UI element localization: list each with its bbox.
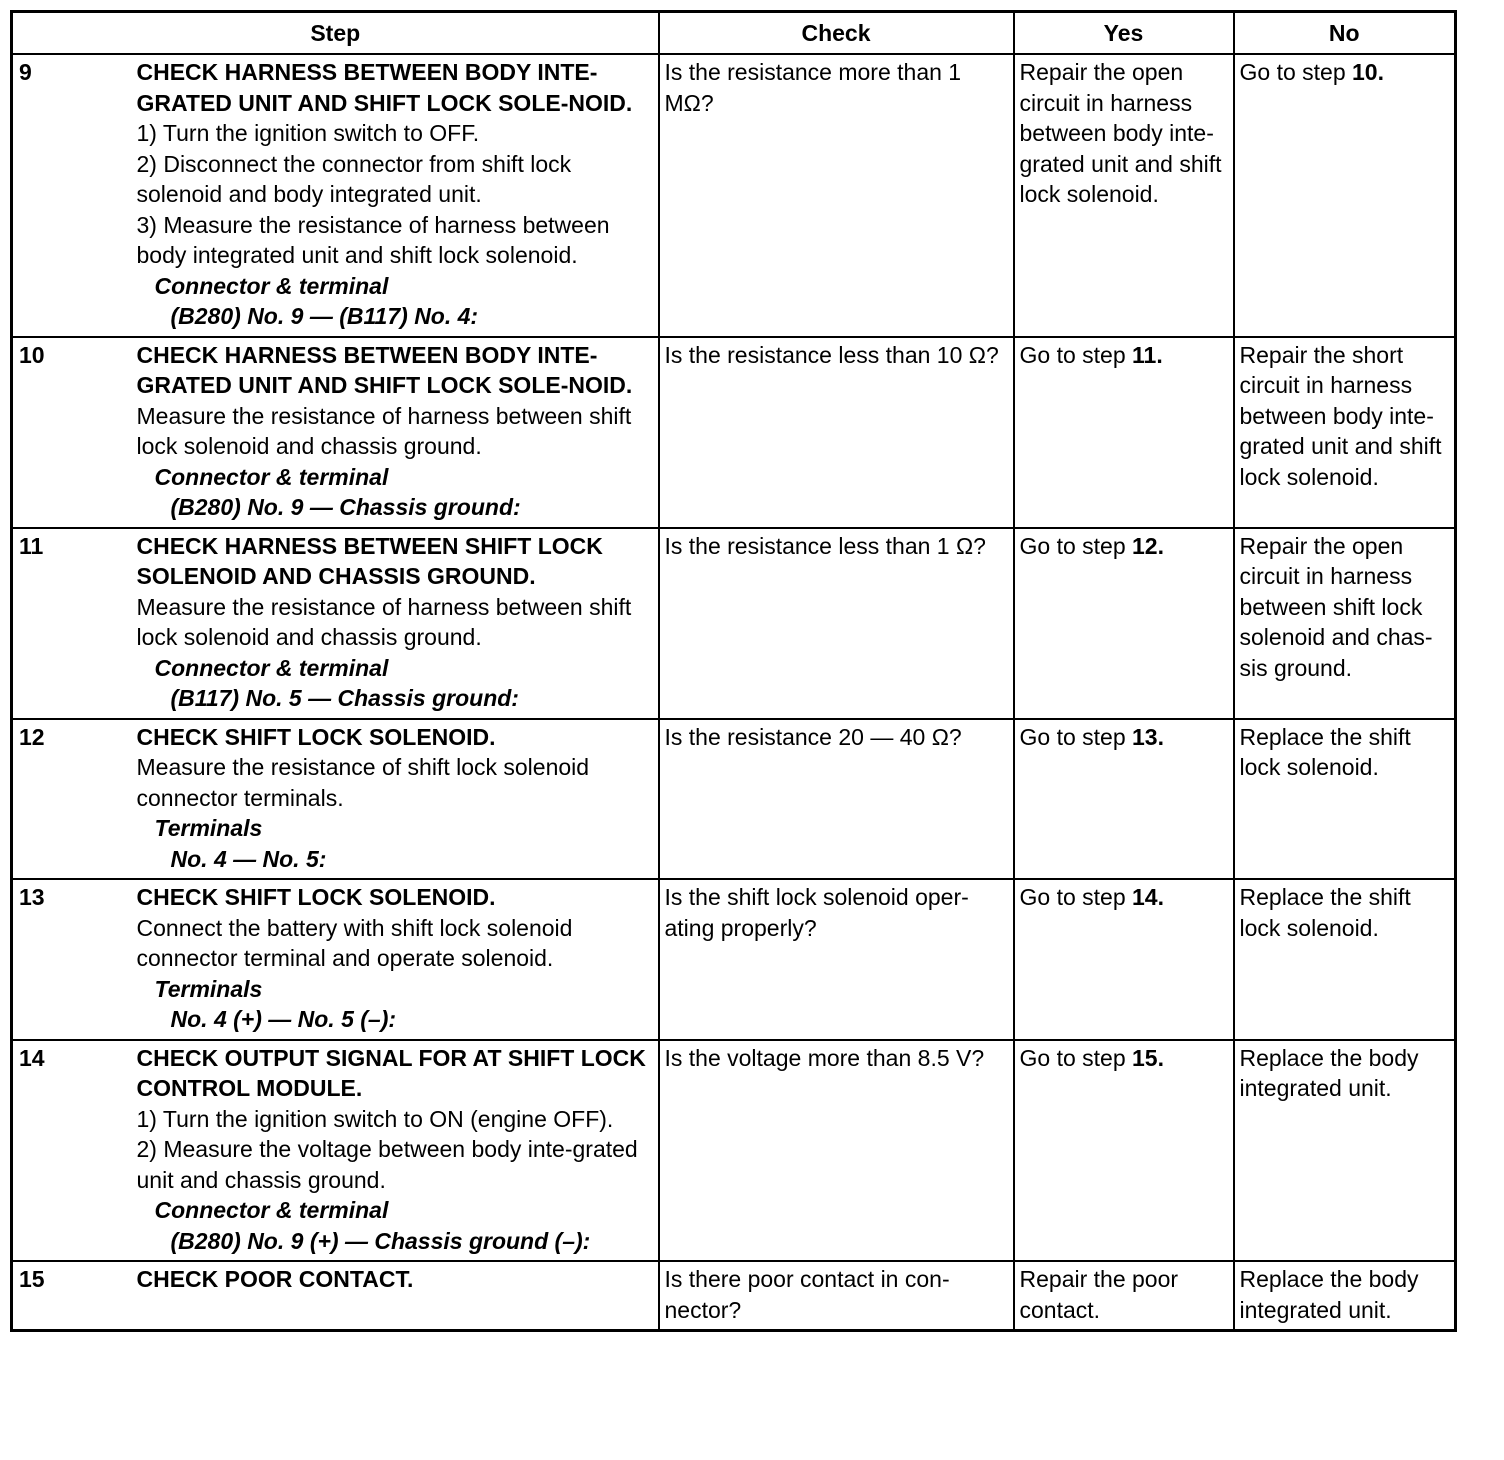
yes-step-ref: 15. bbox=[1132, 1044, 1164, 1071]
header-step: Step bbox=[12, 12, 659, 55]
step-title: CHECK SHIFT LOCK SOLENOID. bbox=[136, 723, 496, 750]
step-instruction: 3) Measure the resistance of harness between body integrated unit and shift lock solenoid. bbox=[136, 211, 610, 268]
step-instruction: 1) Turn the ignition switch to ON (engine OFF). bbox=[136, 1105, 614, 1132]
step-title: CHECK HARNESS BETWEEN SHIFT LOCK SOLENOID AND CHASSIS GROUND. bbox=[136, 532, 603, 589]
yes-step-ref: 13. bbox=[1132, 723, 1164, 750]
step-title: CHECK HARNESS BETWEEN BODY INTE-GRATED UNIT AND SHIFT LOCK SOLE-NOID. bbox=[136, 59, 633, 116]
check-cell: Is the voltage more than 8.5 V? bbox=[659, 1040, 1014, 1262]
step-title: CHECK SHIFT LOCK SOLENOID. bbox=[136, 884, 496, 910]
step-description bbox=[135, 879, 659, 1040]
yes-step-ref: 12. bbox=[1132, 532, 1164, 559]
spec-value: No. 4 (+) — No. 5 (–): bbox=[170, 1006, 397, 1032]
yes-prefix: Go to step bbox=[1019, 1044, 1133, 1071]
header-yes: Yes bbox=[1014, 12, 1234, 55]
table-row bbox=[12, 719, 1456, 880]
step-description bbox=[135, 1261, 659, 1331]
step-number: 14 bbox=[12, 1040, 135, 1262]
step-title: CHECK HARNESS BETWEEN BODY INTE-GRATED UNIT AND SHIFT LOCK SOLE-NOID. bbox=[136, 341, 633, 398]
yes-cell bbox=[1014, 337, 1234, 528]
header-check: Check bbox=[659, 12, 1014, 55]
step-title: CHECK OUTPUT SIGNAL FOR AT SHIFT LOCK CONTROL MODULE. bbox=[136, 1044, 646, 1101]
no-cell: Repair the open circuit in harness between shift lock solenoid and chas-sis ground. bbox=[1234, 528, 1456, 719]
spec-label: Connector & terminal bbox=[154, 654, 389, 681]
check-cell: Is the shift lock solenoid oper-ating properly? bbox=[659, 879, 1014, 1040]
spec-value: (B280) No. 9 (+) — Chassis ground (–): bbox=[170, 1227, 591, 1254]
yes-cell: Repair the poor contact. bbox=[1014, 1261, 1234, 1331]
step-number: 11 bbox=[12, 528, 135, 719]
yes-prefix: Go to step bbox=[1019, 723, 1133, 750]
header-no: No bbox=[1234, 12, 1456, 55]
step-number: 9 bbox=[12, 54, 135, 337]
yes-prefix: Go to step bbox=[1019, 532, 1133, 559]
step-instruction: 1) Turn the ignition switch to OFF. bbox=[136, 120, 480, 146]
yes-cell bbox=[1014, 528, 1234, 719]
spec-label: Connector & terminal bbox=[154, 1197, 389, 1223]
spec-value: No. 4 — No. 5: bbox=[170, 845, 327, 872]
step-title: CHECK POOR CONTACT. bbox=[136, 1266, 414, 1292]
check-cell: Is the resistance more than 1 MΩ? bbox=[659, 54, 1014, 337]
check-cell: Is the resistance less than 10 Ω? bbox=[659, 337, 1014, 528]
table-row bbox=[12, 337, 1456, 528]
table-row bbox=[12, 879, 1456, 1040]
step-instruction: 2) Disconnect the connector from shift lock solenoid and body integrated unit. bbox=[136, 150, 572, 207]
spec-value: (B280) No. 9 — Chassis ground: bbox=[170, 494, 521, 520]
spec-label: Terminals bbox=[154, 975, 263, 1002]
yes-step-ref: 14. bbox=[1132, 884, 1164, 910]
yes-cell bbox=[1014, 1040, 1234, 1262]
no-cell: Replace the shift lock solenoid. bbox=[1234, 879, 1456, 1040]
yes-cell bbox=[1014, 719, 1234, 880]
no-cell: Replace the body integrated unit. bbox=[1234, 1261, 1456, 1331]
spec-value: (B117) No. 5 — Chassis ground: bbox=[170, 685, 519, 711]
no-cell bbox=[1234, 54, 1456, 337]
spec-label: Connector & terminal bbox=[154, 272, 389, 299]
table-row bbox=[12, 54, 1456, 337]
table-row bbox=[12, 1261, 1456, 1331]
check-cell: Is the resistance 20 — 40 Ω? bbox=[659, 719, 1014, 880]
step-number: 15 bbox=[12, 1261, 135, 1331]
spec-label: Connector & terminal bbox=[154, 463, 389, 490]
no-prefix: Go to step bbox=[1239, 59, 1353, 85]
step-instruction: Measure the resistance of shift lock solenoid connector terminals. bbox=[136, 754, 590, 811]
step-number: 12 bbox=[12, 719, 135, 880]
spec-value: (B280) No. 9 — (B117) No. 4: bbox=[170, 303, 479, 329]
step-instruction: 2) Measure the voltage between body inte-grated unit and chassis ground. bbox=[136, 1136, 638, 1193]
diagnostic-table bbox=[10, 10, 1457, 1332]
yes-prefix: Go to step bbox=[1019, 341, 1133, 368]
check-cell: Is the resistance less than 1 Ω? bbox=[659, 528, 1014, 719]
step-description bbox=[135, 1040, 659, 1262]
no-cell: Replace the body integrated unit. bbox=[1234, 1040, 1456, 1262]
step-number: 10 bbox=[12, 337, 135, 528]
no-cell: Replace the shift lock solenoid. bbox=[1234, 719, 1456, 880]
step-instruction: Measure the resistance of harness between shift lock solenoid and chassis ground. bbox=[136, 402, 632, 459]
table-row bbox=[12, 1040, 1456, 1262]
step-number: 13 bbox=[12, 879, 135, 1040]
step-description bbox=[135, 528, 659, 719]
no-step-ref: 10. bbox=[1352, 59, 1384, 85]
step-instruction: Connect the battery with shift lock solenoid connector terminal and operate solenoid. bbox=[136, 914, 573, 971]
check-cell: Is there poor contact in con-nector? bbox=[659, 1261, 1014, 1331]
yes-prefix: Go to step bbox=[1019, 884, 1133, 910]
yes-cell: Repair the open circuit in harness between body inte-grated unit and shift lock solenoid. bbox=[1014, 54, 1234, 337]
header-row bbox=[12, 12, 1456, 55]
step-description bbox=[135, 719, 659, 880]
yes-cell bbox=[1014, 879, 1234, 1040]
step-instruction: Measure the resistance of harness between shift lock solenoid and chassis ground. bbox=[136, 593, 632, 650]
no-cell: Repair the short circuit in harness between body inte-grated unit and shift lock solenoid. bbox=[1234, 337, 1456, 528]
spec-label: Terminals bbox=[154, 815, 263, 841]
step-description bbox=[135, 54, 659, 337]
table-row bbox=[12, 528, 1456, 719]
step-description bbox=[135, 337, 659, 528]
yes-step-ref: 11. bbox=[1132, 341, 1163, 368]
